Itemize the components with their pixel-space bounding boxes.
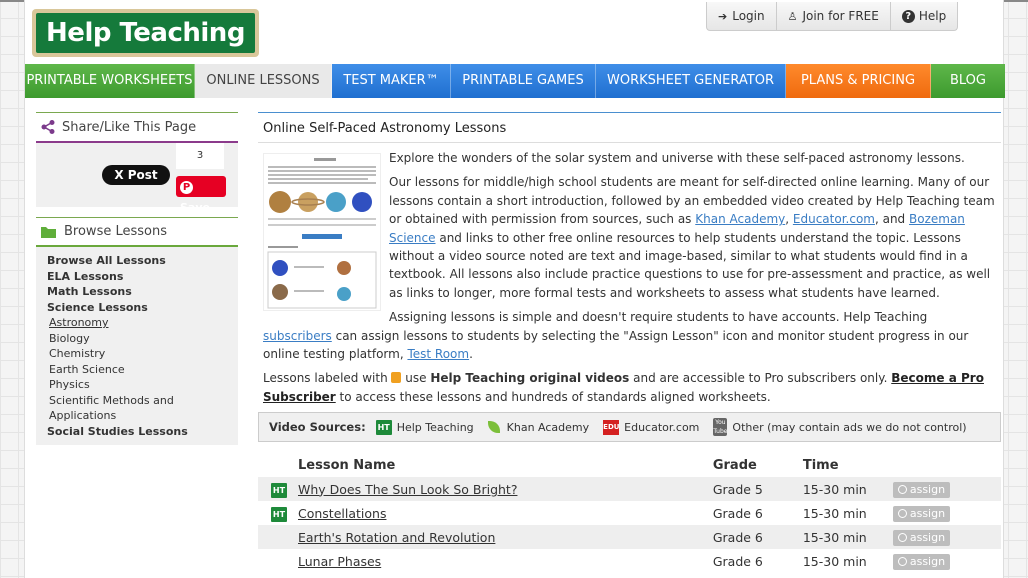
- video-sources-legend: [258, 412, 1001, 442]
- login-icon: ➔: [718, 9, 728, 23]
- assign-label: assign: [909, 530, 946, 544]
- row-name-cell: [298, 477, 713, 501]
- lesson-link-astronomy[interactable]: Astronomy: [49, 316, 109, 329]
- video-sources-label: Video Sources:: [269, 420, 366, 435]
- main-content: [258, 112, 1001, 573]
- row-time: 15-30 min: [783, 525, 893, 549]
- header-time: Time: [802, 458, 839, 474]
- table-header-row: [258, 452, 1001, 477]
- intro-text: can assign lessons to students by selecting the "Assign Lesson" icon and monitor student progress in our online testing platform,: [263, 328, 969, 362]
- intro-text: Assigning lessons is simple and doesn't require students to have accounts. Help Teaching: [389, 310, 928, 325]
- header-grade: Grade: [712, 458, 757, 474]
- browse-box: [36, 217, 238, 445]
- nav-blog[interactable]: BLOG: [931, 64, 1005, 98]
- assign-label: assign: [909, 482, 946, 496]
- worksheet-thumbnail: [263, 153, 381, 311]
- page: [24, 0, 1004, 578]
- assign-button[interactable]: [893, 506, 950, 522]
- row-name-cell: [298, 525, 713, 549]
- lesson-link-science[interactable]: Science Lessons: [47, 300, 148, 314]
- browse-title: [36, 218, 238, 247]
- help-teaching-icon: HT: [376, 420, 392, 435]
- intro-paragraph-4: [263, 369, 996, 406]
- header-icon-cell: [258, 452, 298, 477]
- intro-text: to access these lessons and hundreds of standards aligned worksheets.: [335, 389, 771, 404]
- source-label: Khan Academy: [506, 420, 590, 434]
- pinterest-save-button[interactable]: [176, 176, 226, 214]
- join-label: Join for FREE: [802, 9, 879, 23]
- intro-text: Lessons labeled with: [263, 371, 392, 386]
- row-grade: Grade 6: [712, 505, 763, 521]
- source-khan-academy: [488, 421, 590, 434]
- source-help-teaching: [376, 420, 474, 435]
- browse-title-label: Browse Lessons: [64, 224, 167, 239]
- assign-label: assign: [909, 554, 946, 568]
- x-post-button[interactable]: X Post: [102, 165, 170, 185]
- lesson-link-social-studies[interactable]: Social Studies Lessons: [47, 424, 188, 438]
- intro-text: Our lessons for middle/high school students are meant for self-directed online learning. Many of our lessons contain a short introduction, followed by an embedded video created by Help Teaching team or obtained with permission from sources, such as: [389, 175, 995, 227]
- youtube-icon: You Tube: [713, 419, 728, 436]
- table-row: [258, 501, 1001, 525]
- test-room-link[interactable]: Test Room: [407, 347, 470, 362]
- lesson-link-biology[interactable]: Biology: [49, 331, 90, 345]
- main-nav: [25, 64, 1005, 98]
- assign-button[interactable]: [893, 482, 950, 498]
- help-teaching-icon: HT: [271, 483, 287, 498]
- intro-section: [258, 143, 1001, 406]
- subscribers-link[interactable]: subscribers: [263, 328, 332, 343]
- worksheet-preview-image: [264, 154, 380, 310]
- share-icon: [40, 119, 56, 135]
- row-time: 15-30 min: [802, 505, 867, 521]
- row-source-cell: [258, 525, 298, 549]
- lesson-link[interactable]: Earth's Rotation and Revolution: [298, 529, 496, 545]
- row-time: 15-30 min: [802, 553, 867, 569]
- share-title-label: Share/Like This Page: [62, 119, 197, 135]
- share-body: [36, 143, 238, 214]
- nav-online-lessons[interactable]: ONLINE LESSONS: [195, 64, 332, 98]
- lesson-link-earth-science[interactable]: Earth Science: [49, 362, 125, 376]
- row-name-cell: [298, 549, 713, 573]
- check-circle-icon: [898, 557, 907, 566]
- lesson-link[interactable]: Why Does The Sun Look So Bright?: [298, 481, 518, 497]
- row-grade: Grade 6: [713, 525, 783, 549]
- assign-button[interactable]: [893, 554, 950, 570]
- header-lesson-name: Lesson Name: [298, 458, 396, 474]
- assign-button[interactable]: [893, 530, 950, 546]
- check-circle-icon: [898, 485, 907, 494]
- row-assign-cell: [893, 549, 1001, 573]
- login-button[interactable]: [707, 2, 777, 30]
- lesson-link-ela[interactable]: ELA Lessons: [47, 269, 124, 283]
- lesson-link-chemistry[interactable]: Chemistry: [49, 347, 106, 360]
- educator-link[interactable]: Educator.com: [792, 212, 875, 227]
- header-assign: [893, 452, 1001, 477]
- row-grade: Grade 6: [712, 553, 763, 569]
- intro-paragraph-1: Explore the wonders of the solar system and universe with these self-paced astronomy lessons.: [389, 151, 965, 165]
- source-label: Educator.com: [624, 420, 700, 434]
- share-count: 3: [176, 143, 224, 169]
- account-bar: [706, 2, 958, 31]
- lesson-link-scientific-methods[interactable]: Scientific Methods and Applications: [49, 393, 174, 422]
- nav-test-maker[interactable]: TEST MAKER™: [332, 64, 451, 98]
- folder-icon: [40, 225, 58, 239]
- khan-leaf-icon: [488, 421, 500, 433]
- intro-bold-text: Help Teaching original videos: [430, 371, 630, 386]
- row-assign-cell: [893, 477, 1001, 501]
- row-assign-cell: [893, 525, 1001, 549]
- nav-printable-games[interactable]: PRINTABLE GAMES: [451, 64, 596, 98]
- source-educator: [603, 420, 699, 435]
- intro-paragraph-3: [263, 308, 996, 363]
- help-button[interactable]: [891, 2, 957, 30]
- nav-worksheet-generator[interactable]: WORKSHEET GENERATOR: [596, 64, 786, 98]
- person-icon: ♙: [787, 9, 798, 23]
- lessons-table: [258, 452, 1001, 573]
- save-label: Save: [180, 201, 210, 214]
- intro-text: use: [401, 371, 431, 386]
- educator-icon: EDU: [603, 420, 619, 435]
- separator: , and: [874, 212, 909, 227]
- lesson-link-physics[interactable]: Physics: [49, 378, 90, 391]
- sidebar: [36, 112, 238, 455]
- row-source-cell: [258, 549, 298, 573]
- row-source-cell: [258, 477, 298, 501]
- table-row: [258, 525, 1001, 549]
- page-title: Online Self-Paced Astronomy Lessons: [258, 112, 1001, 143]
- row-name-cell: [298, 501, 713, 525]
- login-label: Login: [732, 9, 765, 23]
- lesson-link[interactable]: Constellations: [298, 505, 387, 521]
- join-button[interactable]: [777, 2, 891, 30]
- intro-text: .: [469, 347, 473, 362]
- table-row: [258, 477, 1001, 501]
- become-pro-link[interactable]: Become a Pro Subscriber: [263, 371, 984, 404]
- logo-text: Help Teaching: [36, 13, 255, 53]
- nav-printable-worksheets[interactable]: PRINTABLE WORKSHEETS: [25, 64, 195, 98]
- source-label: Other (may contain ads we do not control): [732, 420, 967, 434]
- question-icon: ?: [902, 10, 915, 23]
- intro-text: and are accessible to Pro subscribers only.: [629, 371, 892, 386]
- assign-label: assign: [909, 506, 946, 520]
- check-circle-icon: [898, 533, 907, 542]
- site-logo[interactable]: [32, 9, 259, 57]
- share-title: [36, 113, 238, 143]
- source-other: [713, 418, 966, 436]
- help-teaching-icon: HT: [271, 507, 287, 522]
- lock-icon: [391, 372, 401, 383]
- share-box: [36, 112, 238, 214]
- nav-plans-pricing[interactable]: PLANS & PRICING: [786, 64, 931, 98]
- lesson-link-browse-all[interactable]: Browse All Lessons: [47, 254, 166, 267]
- lesson-category-list: [36, 247, 238, 445]
- row-grade: Grade 5: [713, 477, 783, 501]
- table-row: [258, 549, 1001, 573]
- lesson-link[interactable]: Lunar Phases: [298, 553, 382, 569]
- row-source-cell: [258, 501, 298, 525]
- lesson-link-math[interactable]: Math Lessons: [47, 285, 132, 298]
- intro-text: and links to other free online resources to help students understand the topic. Lessons without a video source noted are text and image-based, similar to what students would find in a textbook. All lessons also include practice questions to use for pre-assessment and practice, as well as links to longer, more formal tests and worksheets to assess what students have learned.: [389, 230, 991, 300]
- khan-academy-link[interactable]: Khan Academy: [695, 212, 786, 227]
- help-label: Help: [918, 9, 947, 23]
- row-assign-cell: [893, 501, 1001, 525]
- separator: ,: [785, 212, 793, 227]
- source-label: Help Teaching: [396, 420, 474, 434]
- check-circle-icon: [898, 509, 907, 518]
- bozeman-science-link[interactable]: Bozeman Science: [389, 212, 965, 245]
- row-time: 15-30 min: [783, 477, 893, 501]
- pinterest-icon: P: [180, 181, 193, 194]
